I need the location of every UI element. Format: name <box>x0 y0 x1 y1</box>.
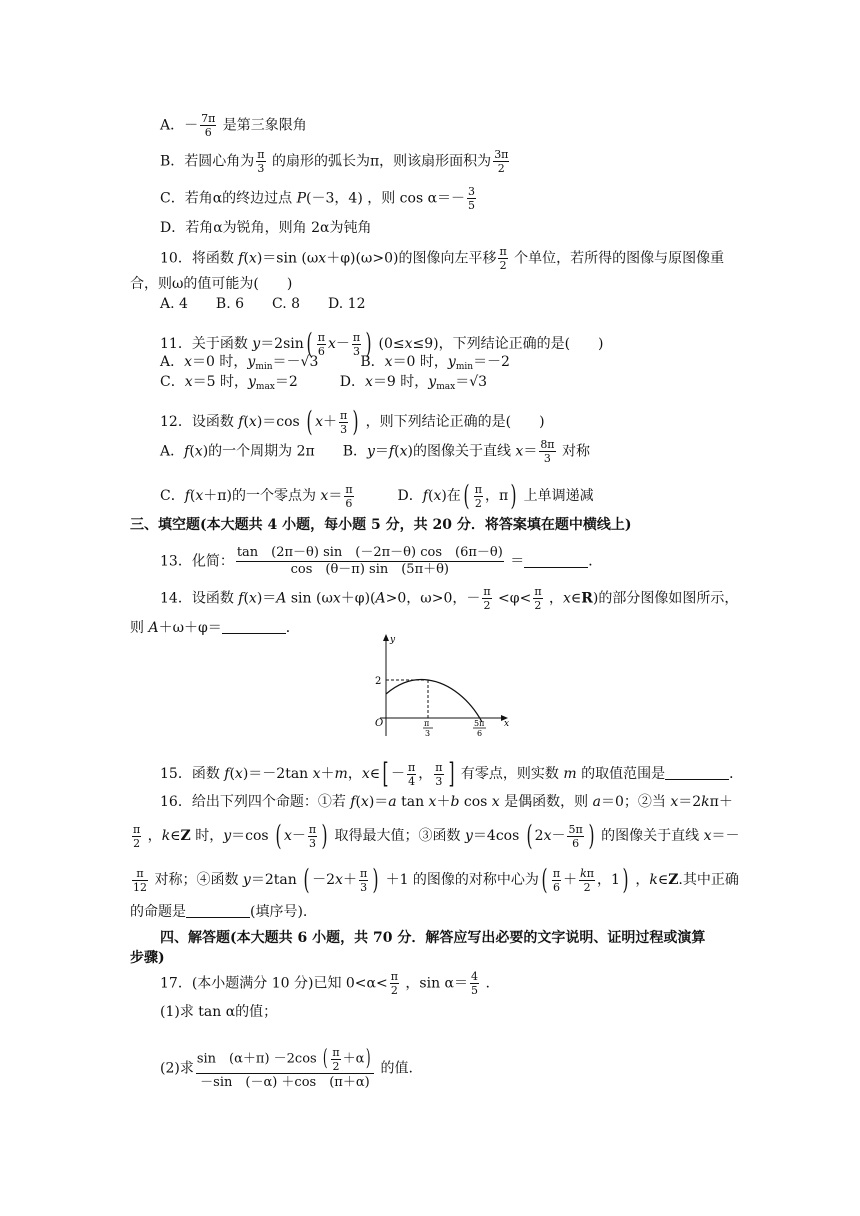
option-9a: A．－ $\frac{7\pi}{6}$ 是第三象限角 <box>160 112 307 139</box>
section-3-heading: 三、填空题(本大题共 4 小题，每小题 5 分，共 20 分．将答案填在题中横线上) <box>130 517 632 533</box>
section-4-heading: 四、解答题(本大题共 6 小题，共 70 分．解答应写出必要的文字说明、证明过程或演算 <box>160 930 706 946</box>
origin-label: O <box>375 718 384 729</box>
x-label: x <box>504 719 510 729</box>
question-17-part-1: (1)求 tan α的值； <box>160 1004 278 1020</box>
question-17: 17．(本小题满分 10 分)已知 0<α< $\frac{\pi}{2}$ ，sin α＝ $\frac{4}{5}$ . <box>160 970 490 997</box>
question-16-b: $\frac{\pi}{2}$ ，k∈Z 时，y＝cos ( x－ $\frac{\pi}{3}$ ) 取得最大值；③函数 y＝4cos ( 2x－ $\frac{5\pi}{6}$ ) 的图像关于直线 x＝－ <box>133 819 740 852</box>
option-9c: C．若角α的终边过点 P(－3，4) ，则 cos α＝－ $\frac{3}{5}$ <box>160 185 476 212</box>
question-16: 16．给出下列四个命题：①若 f(x)＝a tan x＋b cos x 是偶函数，则 a＝0；②当 x＝2kπ＋ <box>160 794 733 810</box>
question-15: 15．函数 f(x)＝－2tan x＋m，x∈[ － $\frac{\pi}{4}$ ， $\frac{\pi}{3}$ ] 有零点，则实数 m 的取值范围是 ． <box>160 757 744 790</box>
sine-curve <box>386 680 482 722</box>
question-11: 11．关于函数 y＝2sin( $\frac{\pi}{6}$ x－ $\frac{\pi}{3}$ ) (0≤x≤9)，下列结论正确的是( ) <box>160 327 604 360</box>
x-tick-1-den: 3 <box>425 729 431 738</box>
question-14-cont: 则 A＋ω＋φ＝ ． <box>130 620 300 636</box>
y-tick-label: 2 <box>375 676 382 687</box>
question-12: 12．设函数 f(x)＝cos ( x＋ $\frac{\pi}{3}$ ) ，则下列结论正确的是( ) <box>160 405 545 438</box>
x-tick-1-num: π <box>424 719 430 728</box>
question-16-d: 的命题是 (填序号). <box>130 904 308 920</box>
option-9d: D．若角α为锐角，则角 2α为钝角 <box>160 220 372 236</box>
question-14: 14．设函数 f(x)＝A sin (ωx＋φ)(A>0，ω>0，－ $\frac{\pi}{2}$ <φ< $\frac{\pi}{2}$ ，x∈R)的部分图像如图所示， <box>160 585 739 612</box>
question-11-cd: C．x＝5 时，$y_{max}=2$ D．x＝9 时，$y_{max}=√3$ <box>160 374 488 392</box>
y-label: y <box>390 635 396 645</box>
option-9b: B．若圆心角为 $\frac{\pi}{3}$ 的扇形的弧长为π，则该扇形面积为 $\frac{3\pi}{2}$ <box>160 148 509 175</box>
question-17-part-2: (2)求 sin (α＋π) －2cos ( $\frac{\pi}{2}$ ＋α) －sin (－α) ＋cos (π＋α) 的值. <box>160 1045 413 1090</box>
question-13: 13．化简： $\frac{\tan (2\pi-\theta) \sin (-2\pi-\theta) \cos (6\pi-\theta)}{\cos (\theta-\pi) \sin (5\pi+\theta)}$ ＝ ． <box>160 545 603 577</box>
x-tick-2-den: 6 <box>477 729 483 738</box>
y-axis-arrow <box>383 634 389 641</box>
question-12-ab: A．f(x)的一个周期为 2π B．y＝f(x)的图像关于直线 x＝ $\frac{8\pi}{3}$ 对称 <box>160 438 590 465</box>
section-4-heading-cont: 步骤) <box>130 950 165 966</box>
question-10: 10．将函数 f(x)＝sin (ωx＋φ)(ω>0)的图像向左平移 $\frac{\pi}{2}$ 个单位，若所得的图像与原图像重 <box>160 245 725 272</box>
question-12-cd: C．f(x＋π)的一个零点为 x＝ $\frac{\pi}{6}$ D．f(x)在( $\frac{\pi}{2}$ ，π) 上单调递减 <box>160 479 594 512</box>
question-10-cont: 合，则ω的值可能为( ) <box>130 276 293 292</box>
question-10-options: A. 4 B. 6 C. 8 D. 12 <box>160 296 366 312</box>
x-tick-2-num: 5π <box>474 719 485 728</box>
function-graph <box>370 630 520 742</box>
question-11-ab: A．x＝0 时，$y_{min}=-√3$ B．x＝0 时，$y_{min}=-2$ <box>160 354 510 372</box>
question-16-c: $\frac{\pi}{12}$ 对称；④函数 y＝2tan ( －2x＋ $\frac{\pi}{3}$ ) ＋1 的图像的对称中心为( $\frac{\pi}{6}$ ＋ $\frac{k\pi}{2}$ ，1) ，k∈Z.其中正确 <box>133 863 739 896</box>
